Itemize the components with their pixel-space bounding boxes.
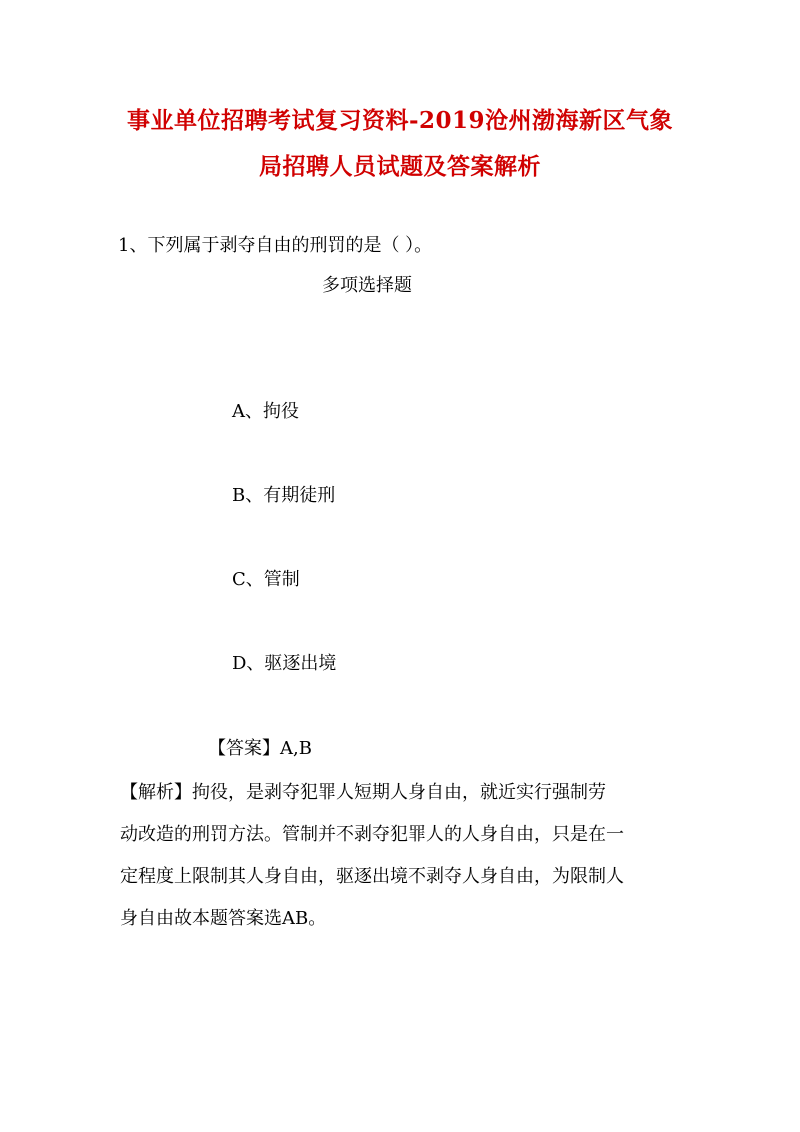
question-text: 1、下列属于剥夺自由的刑罚的是（ ）。 bbox=[118, 235, 433, 256]
analysis-paragraph bbox=[120, 772, 686, 940]
document-title bbox=[100, 98, 700, 190]
analysis-line-4: 身自由故本题答案选AB。 bbox=[120, 908, 327, 929]
option-b: B、有期徒刑 bbox=[232, 485, 336, 506]
analysis-line-1: 【解析】拘役，是剥夺犯罪人短期人身自由，就近实行强制劳 bbox=[120, 782, 606, 803]
question-type: 多项选择题 bbox=[322, 275, 412, 296]
document-title-line-2: 局招聘人员试题及答案解析 bbox=[259, 153, 541, 180]
analysis-line-3: 定程度上限制其人身自由，驱逐出境不剥夺人身自由，为限制人 bbox=[120, 866, 624, 887]
answer-text: 【答案】A,B bbox=[208, 738, 312, 759]
option-c: C、管制 bbox=[232, 569, 300, 590]
document-title-line-1: 事业单位招聘考试复习资料-2019沧州渤海新区气象 bbox=[126, 107, 674, 134]
option-a: A、拘役 bbox=[232, 401, 299, 422]
analysis-line-2: 动改造的刑罚方法。管制并不剥夺犯罪人的人身自由，只是在一 bbox=[120, 824, 624, 845]
option-d: D、驱逐出境 bbox=[232, 653, 337, 674]
